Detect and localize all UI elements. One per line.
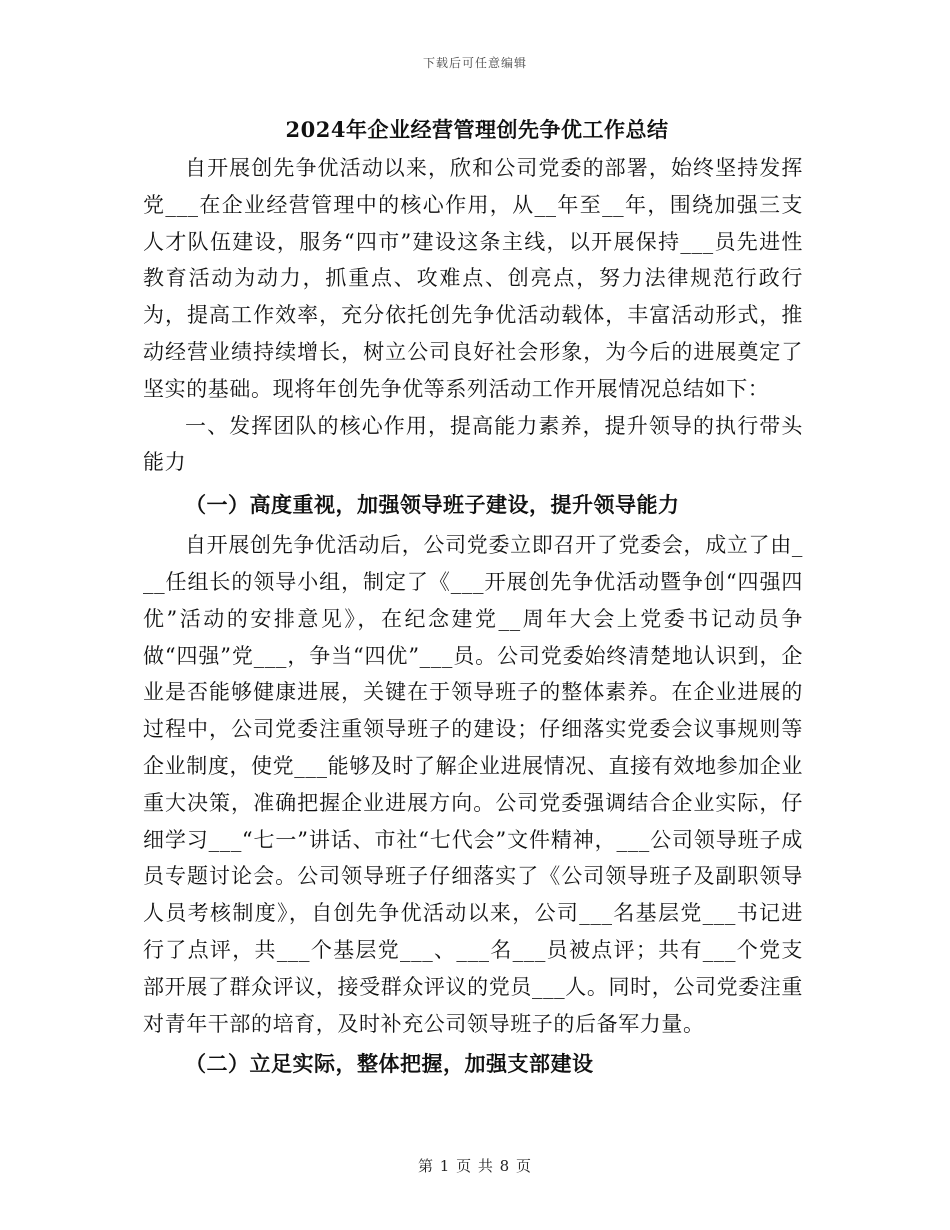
section-1-title: 一、发挥团队的核心作用，提高能力素养，提升领导的执行带头能力 [143, 413, 803, 475]
subsection-1-paragraph: 自开展创先争优活动后，公司党委立即召开了党委会，成立了由___任组长的领导小组，制定了《___开展创先争优活动暨争创“四强四优”活动的安排意见》，在纪念建党__周年大会上党委书记动员争做“四强”党___，争当“四优”___员。公司党委始终清楚地认识到，企业是否能够健康进展，关键在于领导班子的整体素养。在企业进展的过程中，公司党委注重领导班子的建设；仔细落实党委会议事规则等企业制度，使党___能够及时了解企业进展情况、直接有效地参加企业重大决策，准确把握企业进展方向。公司党委强调结合企业实际，仔细学习___“七一”讲话、市社“七代会”文件精神，___公司领导班子成员专题讨论会。公司领导班子仔细落实了《公司领导班子及副职领导人员考核制度》，自创先争优活动以来，公司___名基层党___书记进行了点评，共___个基层党___、___名___员被点评；共有___个党支部开展了群众评议，接受群众评议的党员___人。同时，公司党委注重对青年干部的培育，及时补充公司领导班子的后备军力量。 [143, 533, 803, 1036]
subsection-1-heading: （一）高度重视，加强领导班子建设，提升领导能力 [185, 492, 680, 518]
page-number: 第 1 页 共 8 页 [418, 1157, 532, 1175]
document-title: 2024年企业经营管理创先争优工作总结 [285, 117, 669, 142]
header-note: 下载后可任意编辑 [422, 56, 527, 70]
subsection-2-heading: （二）立足实际，整体把握，加强支部建设 [185, 1051, 594, 1077]
document-body [143, 110, 803, 1086]
intro-paragraph: 自开展创先争优活动以来，欣和公司党委的部署，始终坚持发挥党___在企业经营管理中的核心作用，从__年至__年，围绕加强三支人才队伍建设，服务“四市”建设这条主线，以开展保持___员先进性教育活动为动力，抓重点、攻难点、创亮点，努力法律规范行政行为，提高工作效率，充分依托创先争优活动载体，丰富活动形式，推动经营业绩持续增长，树立公司良好社会形象，为今后的进展奠定了坚实的基础。现将年创先争优等系列活动工作开展情况总结如下： [143, 156, 803, 401]
